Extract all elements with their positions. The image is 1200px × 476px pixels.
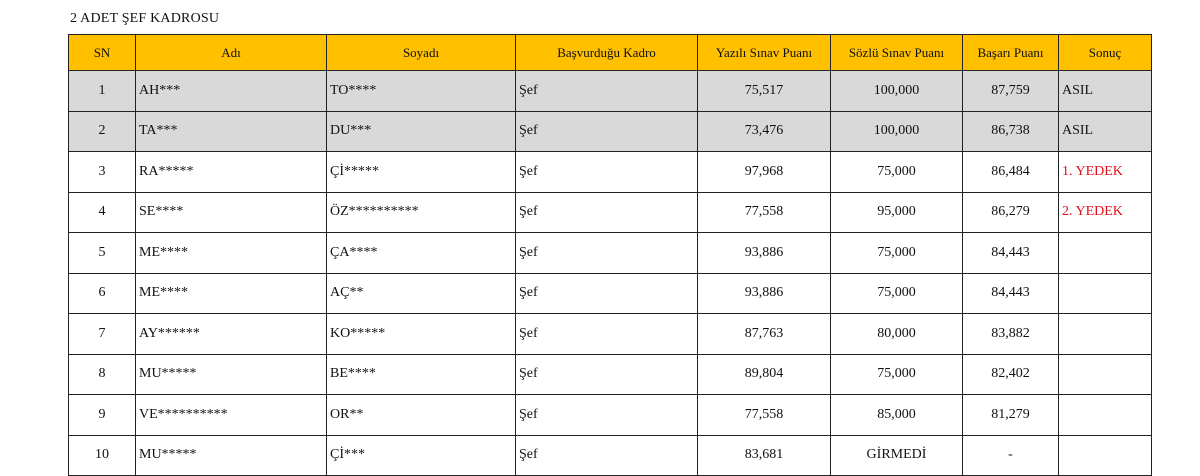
- cell-kadro: Şef: [516, 71, 698, 112]
- cell-yazili: 97,968: [698, 152, 831, 193]
- cell-basari: 82,402: [963, 354, 1059, 395]
- cell-sn: 7: [69, 314, 136, 355]
- cell-adi: MU*****: [136, 435, 327, 476]
- cell-kadro: Şef: [516, 314, 698, 355]
- column-header-sozlu: Sözlü Sınav Puanı: [831, 35, 963, 71]
- table-row: [69, 152, 1152, 193]
- cell-soyadi: Çİ*****: [327, 152, 516, 193]
- cell-sn: 8: [69, 354, 136, 395]
- column-header-sn: SN: [69, 35, 136, 71]
- column-header-yazili: Yazılı Sınav Puanı: [698, 35, 831, 71]
- cell-adi: AY******: [136, 314, 327, 355]
- cell-sonuc: [1059, 314, 1152, 355]
- table-row: [69, 354, 1152, 395]
- cell-yazili: 83,681: [698, 435, 831, 476]
- cell-yazili: 89,804: [698, 354, 831, 395]
- results-table: [68, 34, 1152, 476]
- cell-soyadi: KO*****: [327, 314, 516, 355]
- cell-kadro: Şef: [516, 192, 698, 233]
- page-title: 2 ADET ŞEF KADROSU: [70, 11, 220, 26]
- cell-kadro: Şef: [516, 354, 698, 395]
- cell-yazili: 87,763: [698, 314, 831, 355]
- cell-basari: 86,484: [963, 152, 1059, 193]
- cell-sn: 1: [69, 71, 136, 112]
- cell-basari: -: [963, 435, 1059, 476]
- cell-basari: 84,443: [963, 233, 1059, 274]
- cell-kadro: Şef: [516, 233, 698, 274]
- table-row: [69, 273, 1152, 314]
- table-body: [69, 71, 1152, 476]
- cell-sozlu: 85,000: [831, 395, 963, 436]
- cell-adi: ME****: [136, 273, 327, 314]
- cell-sn: 9: [69, 395, 136, 436]
- table-row: [69, 111, 1152, 152]
- column-header-soyadi: Soyadı: [327, 35, 516, 71]
- cell-kadro: Şef: [516, 111, 698, 152]
- cell-sonuc: ASIL: [1059, 71, 1152, 112]
- cell-kadro: Şef: [516, 435, 698, 476]
- cell-yazili: 93,886: [698, 273, 831, 314]
- cell-soyadi: ÖZ**********: [327, 192, 516, 233]
- column-header-kadro: Başvurduğu Kadro: [516, 35, 698, 71]
- cell-kadro: Şef: [516, 395, 698, 436]
- cell-sozlu: 80,000: [831, 314, 963, 355]
- table-row: [69, 192, 1152, 233]
- cell-sozlu: GİRMEDİ: [831, 435, 963, 476]
- header-row: [69, 35, 1152, 71]
- cell-sonuc: [1059, 435, 1152, 476]
- cell-sozlu: 75,000: [831, 354, 963, 395]
- cell-yazili: 75,517: [698, 71, 831, 112]
- cell-sn: 10: [69, 435, 136, 476]
- cell-sozlu: 95,000: [831, 192, 963, 233]
- cell-sozlu: 100,000: [831, 111, 963, 152]
- cell-sn: 4: [69, 192, 136, 233]
- cell-adi: RA*****: [136, 152, 327, 193]
- cell-sonuc: [1059, 354, 1152, 395]
- table-row: [69, 233, 1152, 274]
- cell-soyadi: OR**: [327, 395, 516, 436]
- cell-adi: ME****: [136, 233, 327, 274]
- table-row: [69, 314, 1152, 355]
- cell-adi: AH***: [136, 71, 327, 112]
- cell-yazili: 73,476: [698, 111, 831, 152]
- cell-sozlu: 75,000: [831, 233, 963, 274]
- cell-adi: SE****: [136, 192, 327, 233]
- cell-basari: 86,738: [963, 111, 1059, 152]
- cell-adi: VE**********: [136, 395, 327, 436]
- cell-adi: MU*****: [136, 354, 327, 395]
- cell-kadro: Şef: [516, 273, 698, 314]
- cell-basari: 87,759: [963, 71, 1059, 112]
- cell-sonuc: 1. YEDEK: [1059, 152, 1152, 193]
- cell-sonuc: ASIL: [1059, 111, 1152, 152]
- cell-sonuc: 2. YEDEK: [1059, 192, 1152, 233]
- cell-soyadi: DU***: [327, 111, 516, 152]
- cell-sonuc: [1059, 233, 1152, 274]
- cell-yazili: 77,558: [698, 395, 831, 436]
- cell-sn: 6: [69, 273, 136, 314]
- cell-soyadi: BE****: [327, 354, 516, 395]
- cell-kadro: Şef: [516, 152, 698, 193]
- cell-soyadi: AÇ**: [327, 273, 516, 314]
- cell-basari: 83,882: [963, 314, 1059, 355]
- cell-sozlu: 75,000: [831, 273, 963, 314]
- column-header-sonuc: Sonuç: [1059, 35, 1152, 71]
- table-row: [69, 435, 1152, 476]
- cell-sozlu: 100,000: [831, 71, 963, 112]
- cell-sn: 3: [69, 152, 136, 193]
- table-row: [69, 71, 1152, 112]
- column-header-basari: Başarı Puanı: [963, 35, 1059, 71]
- cell-basari: 84,443: [963, 273, 1059, 314]
- cell-soyadi: TO****: [327, 71, 516, 112]
- cell-soyadi: ÇA****: [327, 233, 516, 274]
- column-header-adi: Adı: [136, 35, 327, 71]
- cell-sonuc: [1059, 395, 1152, 436]
- cell-yazili: 93,886: [698, 233, 831, 274]
- cell-sonuc: [1059, 273, 1152, 314]
- table-row: [69, 395, 1152, 436]
- cell-basari: 81,279: [963, 395, 1059, 436]
- cell-sn: 5: [69, 233, 136, 274]
- cell-adi: TA***: [136, 111, 327, 152]
- cell-sozlu: 75,000: [831, 152, 963, 193]
- cell-sn: 2: [69, 111, 136, 152]
- cell-basari: 86,279: [963, 192, 1059, 233]
- cell-soyadi: Çİ***: [327, 435, 516, 476]
- cell-yazili: 77,558: [698, 192, 831, 233]
